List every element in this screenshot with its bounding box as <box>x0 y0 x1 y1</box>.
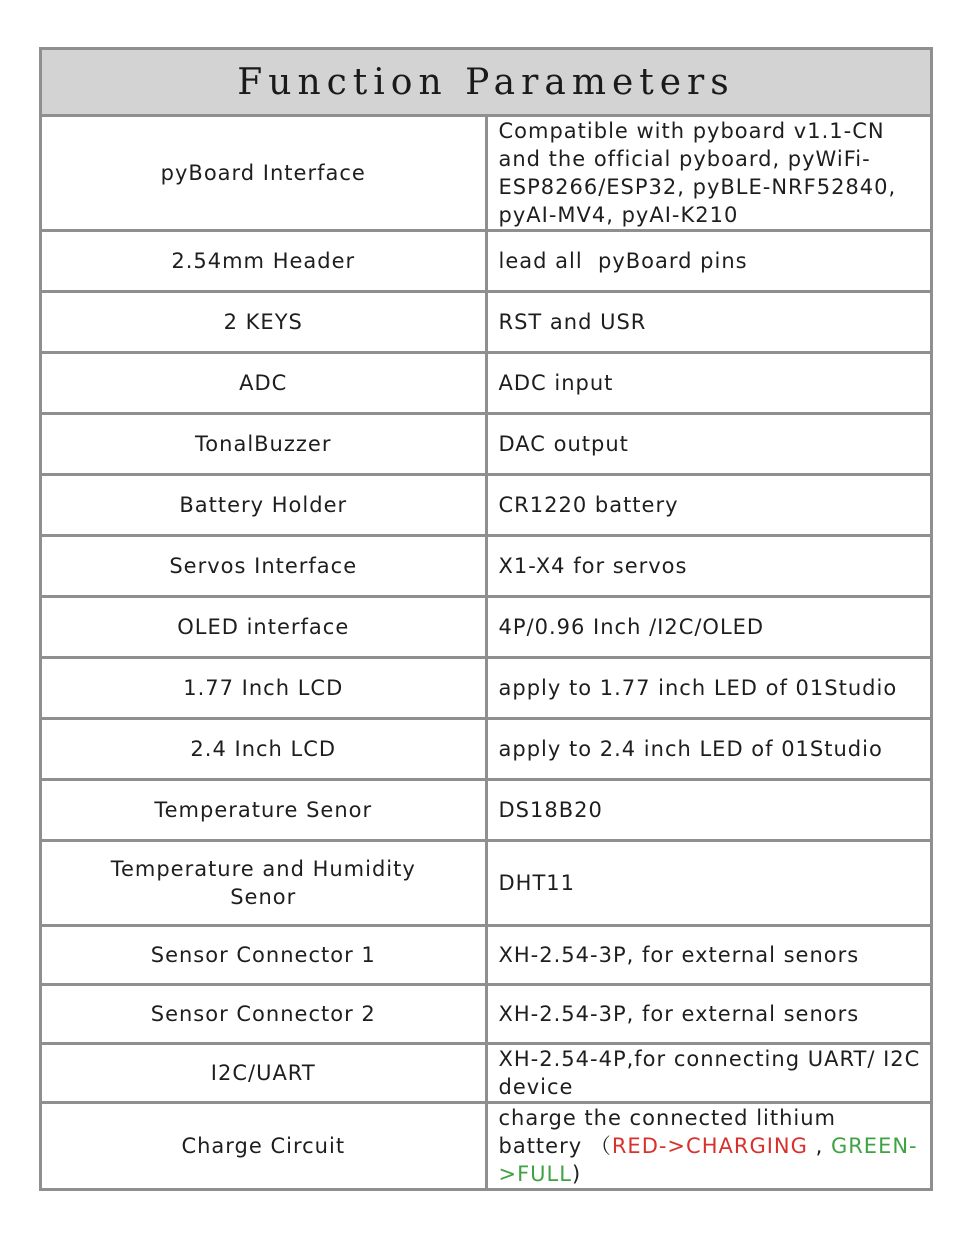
parameter-label: Temperature and Humidity Senor <box>41 841 487 926</box>
parameter-value: X1-X4 for servos <box>486 536 932 597</box>
parameter-label: Battery Holder <box>41 475 487 536</box>
parameter-label: 1.77 Inch LCD <box>41 658 487 719</box>
table-row <box>41 658 932 719</box>
parameter-value: DS18B20 <box>486 780 932 841</box>
parameter-value: 4P/0.96 Inch /I2C/OLED <box>486 597 932 658</box>
parameter-value: Compatible with pyboard v1.1-CN and the official pyboard, pyWiFi-ESP8266/ESP32, pyBLE-NRF52840, pyAI-MV4, pyAI-K210 <box>486 116 932 231</box>
table-row <box>41 841 932 926</box>
parameter-label: 2.4 Inch LCD <box>41 719 487 780</box>
charge-description: charge the connected lithium battery （ <box>498 1106 837 1158</box>
table-row <box>41 292 932 353</box>
parameter-value: apply to 1.77 inch LED of 01Studio <box>486 658 932 719</box>
table-row <box>41 231 932 292</box>
parameter-value: CR1220 battery <box>486 475 932 536</box>
parameter-value: lead all pyBoard pins <box>486 231 932 292</box>
parameter-label: Servos Interface <box>41 536 487 597</box>
parameter-label: 2 KEYS <box>41 292 487 353</box>
parameter-value: ADC input <box>486 353 932 414</box>
table-row <box>41 353 932 414</box>
table-row <box>41 414 932 475</box>
parameter-label: Sensor Connector 2 <box>41 985 487 1044</box>
parameter-label: 2.54mm Header <box>41 231 487 292</box>
table-row <box>41 985 932 1044</box>
separator-text: , <box>807 1134 831 1158</box>
parameter-label: OLED interface <box>41 597 487 658</box>
table-row <box>41 780 932 841</box>
parameter-value: RST and USR <box>486 292 932 353</box>
table-title-row <box>41 49 932 116</box>
table-row <box>41 536 932 597</box>
parameter-value: XH-2.54-4P,for connecting UART/ I2C device <box>486 1044 932 1103</box>
closing-paren: ) <box>571 1162 582 1186</box>
parameter-label: TonalBuzzer <box>41 414 487 475</box>
table-row <box>41 116 932 231</box>
charge-circuit-value <box>486 1103 932 1190</box>
table-row <box>41 597 932 658</box>
charging-indicator-text: RED->CHARGING <box>611 1134 808 1158</box>
table-row <box>41 1044 932 1103</box>
function-parameters-table <box>39 47 933 1191</box>
parameter-label: Charge Circuit <box>41 1103 487 1190</box>
parameter-value: apply to 2.4 inch LED of 01Studio <box>486 719 932 780</box>
parameter-label: ADC <box>41 353 487 414</box>
parameter-value: XH-2.54-3P, for external senors <box>486 926 932 985</box>
parameter-label: Temperature Senor <box>41 780 487 841</box>
parameter-value: DHT11 <box>486 841 932 926</box>
charge-circuit-row <box>41 1103 932 1190</box>
full-indicator-text: GREEN->FULL <box>498 1134 918 1186</box>
parameter-value: DAC output <box>486 414 932 475</box>
table-row <box>41 926 932 985</box>
table-row <box>41 475 932 536</box>
table-row <box>41 719 932 780</box>
parameter-label: Sensor Connector 1 <box>41 926 487 985</box>
parameter-label: I2C/UART <box>41 1044 487 1103</box>
parameter-value: XH-2.54-3P, for external senors <box>486 985 932 1044</box>
parameter-label: pyBoard Interface <box>41 116 487 231</box>
table-title: Function Parameters <box>41 49 932 116</box>
